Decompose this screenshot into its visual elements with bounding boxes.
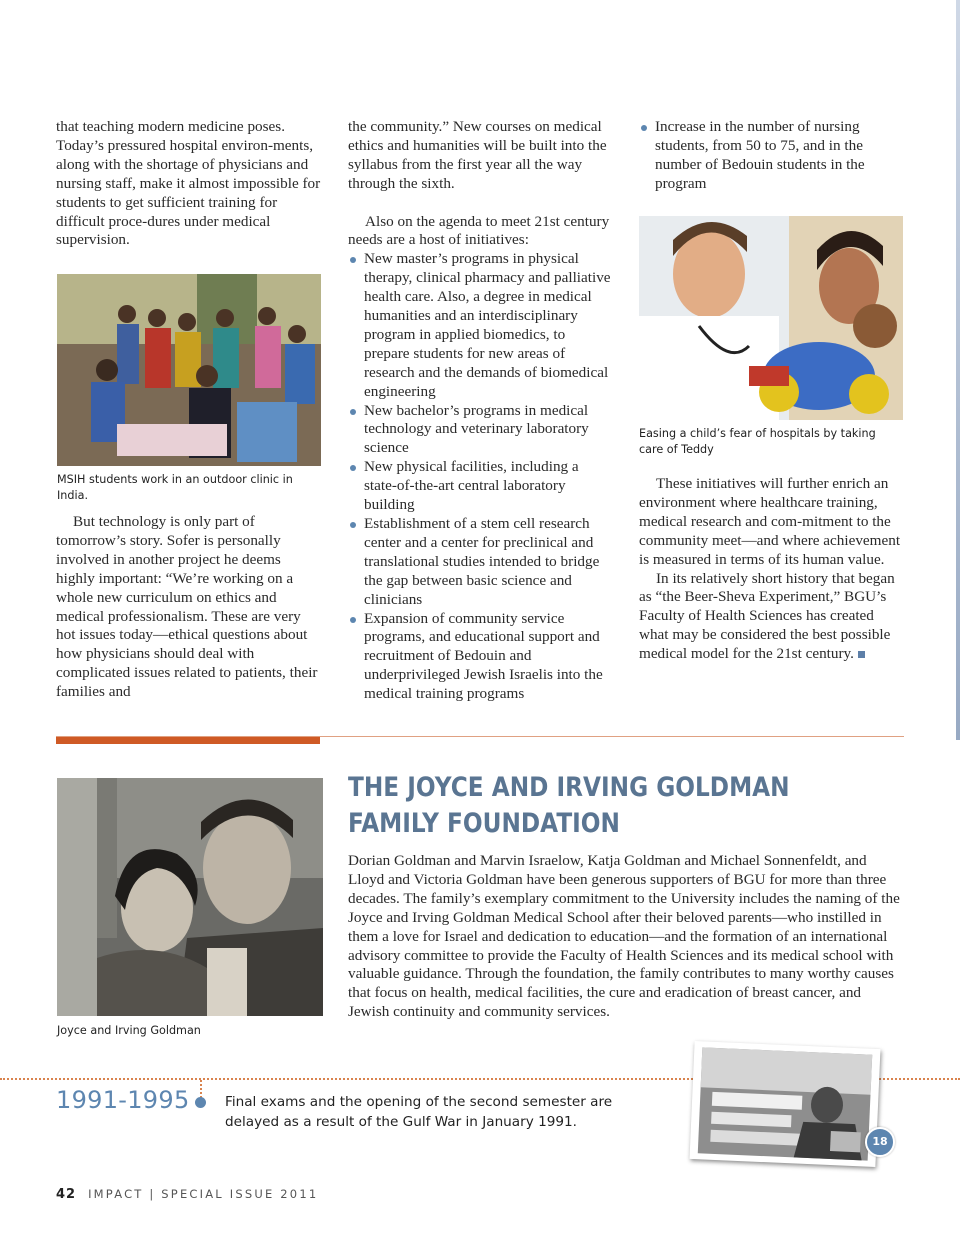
caption-india: MSIH students work in an outdoor clinic in India. [57, 473, 293, 502]
col2-paragraph-1: the community.” New courses on medical ethics and humanities will be built into the syllabus from the first year all the way through the sixth. [348, 118, 607, 192]
column-1-bottom [56, 513, 322, 702]
timeline-connector [200, 1080, 202, 1098]
initiatives-list-continued [639, 118, 903, 194]
page-number: 42 [56, 1187, 77, 1202]
list-item: Expansion of community service programs, and educational support and recruitment of Bedouin and underprivileged Jewish Israelis into the medical training programs [348, 610, 612, 705]
column-3-top [639, 118, 903, 194]
foundation-body [348, 852, 904, 1022]
initiatives-list [348, 250, 612, 704]
photo-goldman [57, 778, 323, 1016]
page-footer [56, 1187, 318, 1202]
column-2 [348, 118, 612, 704]
col2-paragraph-2: Also on the agenda to meet 21st century needs are a host of initiatives: [348, 212, 610, 249]
caption-teddy: Easing a child’s fear of hospitals by taking care of Teddy [639, 427, 876, 456]
caption-goldman: Joyce and Irving Goldman [57, 1024, 201, 1037]
timeline-badge: 18 [865, 1127, 895, 1157]
timeline-text: Final exams and the opening of the second semester are delayed as a result of the Gulf War in January 1991. [225, 1094, 613, 1130]
col1-paragraph-2: But technology is only part of tomorrow’s story. Sofer is personally involved in another project he deems highly important: “We’re working on a whole new curriculum on ethics and medical professionalism. These are very hot issues today—ethical questions about how physicians should deal with complicated issues related to patients, their families and [56, 513, 318, 701]
col3-paragraph-2: In its relatively short history that began as “the Beer-Sheva Experiment,” BGU’s Faculty of Health Sciences has created what may be considered the best possible medical model for the 21st century. [639, 569, 895, 663]
timeline-years: 1991-1995 [56, 1086, 190, 1114]
foundation-paragraph: Dorian Goldman and Marvin Israelow, Katja Goldman and Michael Sonnenfeldt, and Lloyd and Victoria Goldman have been generous supporters of BGU for more than three decades. The family’s exemplary commitment to the University includes the naming of the Joyce and Irving Goldman Medical School after their beloved parents—who instilled in them a love for Israel and dedication to education—and the formation of an international advisory committee to provide the Faculty of Health Sciences and its medical school with valuable guidance. Through the foundation, the family contributes to many worthy causes that focus on health, medical facilities, the cure and eradication of breast cancer, and Jewish continuity and community services. [348, 852, 900, 1021]
column-3-bottom [639, 475, 905, 664]
timeline-marker-icon [195, 1097, 206, 1108]
timeline-photo [690, 1041, 881, 1167]
page-edge-decoration [956, 0, 960, 740]
foundation-title: THE JOYCE AND IRVING GOLDMAN FAMILY FOUNDATION [348, 772, 790, 839]
timeline-dotted-line [0, 1078, 700, 1080]
column-1-top [56, 118, 322, 250]
photo-teddy [639, 216, 903, 420]
list-item: New bachelor’s programs in medical technology and veterinary laboratory science [348, 402, 612, 459]
col3-paragraph-1: These initiatives will further enrich an environment where healthcare training, medical research and com-mitment to the community meet—and where achievement is measured in terms of its human value. [639, 475, 901, 568]
photo-india-clinic [57, 274, 321, 466]
list-item: Establishment of a stem cell research center and a center for preclinical and translational studies intended to bridge the gap between basic science and clinicians [348, 515, 612, 610]
list-item: New master’s programs in physical therapy, clinical pharmacy and palliative health care. Also, a degree in medical humanities and an interdisciplinary program in applied biomedics, to prepare students for new areas of research and the demands of biomedical engineering [348, 250, 612, 401]
col1-paragraph-1: that teaching modern medicine poses. Today’s pressured hospital environ-ments, along with the shortage of physicians and nursing staff, make it almost impossible for students to get sufficient training for difficult proce-dures under medical supervision. [56, 118, 321, 249]
list-item: Increase in the number of nursing students, from 50 to 75, and in the number of Bedouin students in the program [639, 118, 903, 194]
section-divider-accent [56, 737, 320, 744]
list-item: New physical facilities, including a state-of-the-art central laboratory building [348, 458, 612, 515]
end-of-article-mark [858, 651, 865, 658]
publication-name: IMPACT | SPECIAL ISSUE 2011 [88, 1187, 319, 1201]
